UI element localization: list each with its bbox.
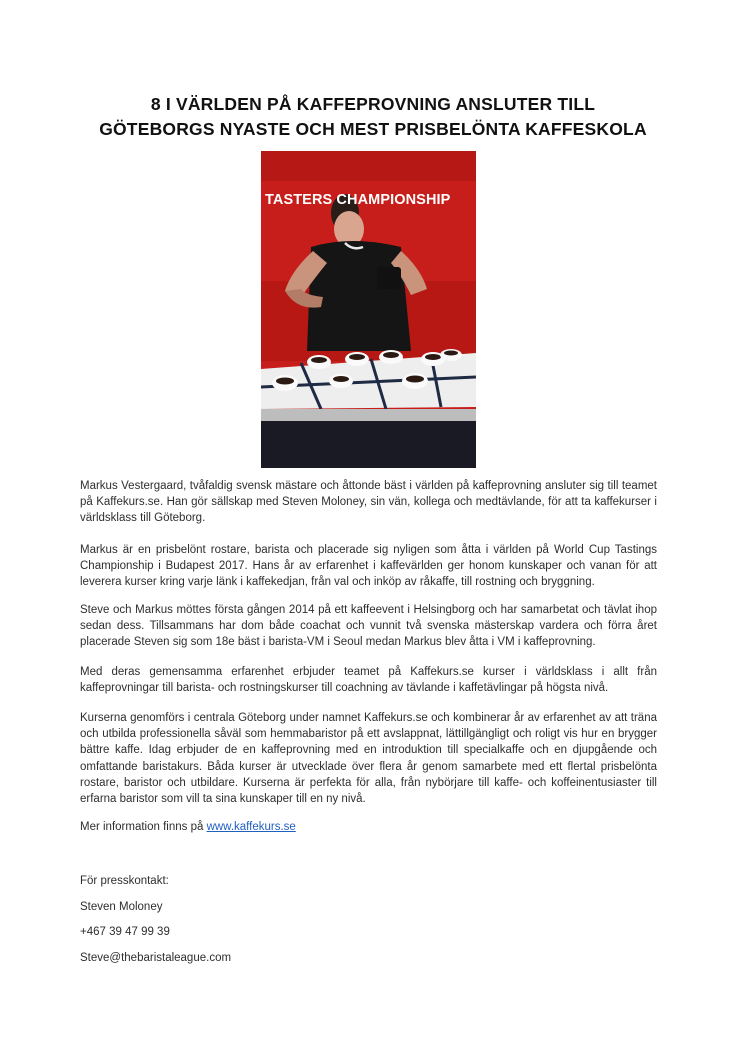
contact-phone: +467 39 47 99 39 [80,926,170,938]
title-line-1: 8 I VÄRLDEN PÅ KAFFEPROVNING ANSLUTER TILL [150,94,596,114]
contact-email: Steve@thebaristaleague.com [80,952,232,964]
paragraph-1: Markus Vestergaard, tvåfaldig svensk mästare och åttonde bäst i världen på kaffeprovning ansluter sig till teamet på Kaffekurs.se. Han gör sällskap med Steven Moloney, sin vän, kollega och medtävlande, för att ta kaffekurser i världsklass till Göteborg. [80,480,657,525]
website-link[interactable]: www.kaffekurs.se [206,821,296,833]
press-contact-heading: För presskontakt: [80,875,169,887]
coffee-cupping-photo [261,151,476,468]
paragraph-4: Med deras gemensamma erfarenhet erbjuder teamet på Kaffekurs.se kurser i världsklass i allt från kaffeprovningar till barista- och rostningskurser till coachning av tävlande i kaffetävlingar på högsta nivå. [80,666,657,695]
paragraph-3: Steve och Markus möttes första gången 2014 på ett kaffeevent i Helsingborg och har samarbetat och tävlat ihop sedan dess. Tillsammans har dom både coachat och vunnit två svenska mästerskap vardera och förra året placerade Steven sig som 18e bäst i barista-VM i Seoul medan Markus blev åtta i VM i kaffeprovning. [80,604,657,649]
page-title [60,92,686,142]
paragraph-2: Markus är en prisbelönt rostare, barista och placerade sig nyligen som åtta i världen på World Cup Tastings Championship i Budapest 2017. Hans år av erfarenhet i kaffevärlden ger honom kunskaper och vanan för att leverera kurser kring varje länk i kaffekedjan, från val och inköp av råkaffe, till rostning och bryggning. [80,544,657,589]
title-line-2: GÖTEBORGS NYASTE OCH MEST PRISBELÖNTA KAFFESKOLA [99,119,647,139]
contact-name: Steven Moloney [80,901,163,913]
paragraph-5: Kurserna genomförs i centrala Göteborg under namnet Kaffekurs.se och kombinerar år av erfarenhet av att träna och utbilda professionella såväl som hemmabaristor på ett avslappnat, lättillgängligt och roligt vis hur en brygger bättre kaffe. Idag erbjuder de en kaffeprovning med en introduktion till specialkaffe och en djupgående och omfattande baristakurs. Båda kurser är utvecklade över flera år genom samarbete med ett flertal prisbelönta rostare, baristor och utbildare. Kurserna är perfekta för alla, från nybörjare till kaffe- och koffeinentusiaster till erfarna baristor som vill ta sina kunskaper till en ny nivå. [80,712,657,806]
more-info-line [80,819,296,835]
photo-banner-text: TASTERS CHAMPIONSHIP [265,192,451,208]
more-info-text: Mer information finns på [80,821,207,833]
